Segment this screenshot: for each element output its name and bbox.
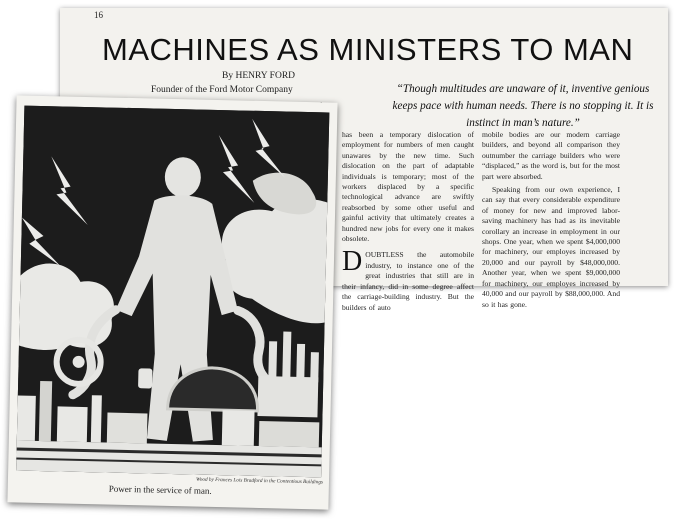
headline: MACHINES AS MINISTERS TO MAN bbox=[102, 32, 634, 67]
woodcut-artwork bbox=[16, 106, 329, 478]
byline-title: Founder of the Ford Motor Company bbox=[151, 85, 293, 95]
column-text: OUBTLESS the automobile industry, to instance one of the great industries that still are in their infancy, did in some degree affect the carriage-building industry. But the builders of auto bbox=[342, 250, 474, 312]
drop-cap: D bbox=[342, 246, 363, 278]
article-column-3 bbox=[342, 130, 474, 312]
page-number: 16 bbox=[94, 10, 103, 20]
byline: By HENRY FORD bbox=[222, 71, 296, 81]
illustration-page bbox=[7, 95, 337, 509]
column-text: has been a temporary dislocation of employment for numbers of men caught unawares by the new time. Such dislocation on the part of adaptable individuals is temporary; most of the workers displaced by a specific technological advance are swiftly reabsorbed by some other useful and gainful activity that ultimately creates a hundred new jobs for every one it makes obsolete. bbox=[342, 130, 474, 244]
illustration-credit: Wood by Frances Lois Bradford in the Contentious Buildings bbox=[195, 476, 324, 486]
illustration-caption: Power in the service of man. bbox=[108, 483, 212, 496]
column-text: mobile bodies are our modern carriage builders, and beyond all comparison they outnumber the carriage builders who were “displaced,” as the word is, but for the most part were absorbed. bbox=[482, 130, 620, 181]
woodcut-illustration bbox=[16, 106, 329, 478]
article-column-4 bbox=[482, 130, 620, 309]
pull-quote: “Though multitudes are unaware of it, inventive genious keeps pace with human needs. There is no stopping it. It is instinct in man’s nature.” bbox=[392, 83, 654, 129]
column-text: Speaking from our own experience, I can say that every considerable expenditure of money for new and improved labor-saving machinery has had as its inevitable corollary an increase in employment in our shops. One year, when we spent $4,000,000 for machinery, our employes increased by 20,000 and our payroll by $48,000,000. Another year, when we spent $9,000,000 for machinery, our employes increased by 40,000 and our payroll by $88,000,000. And so it has gone. bbox=[482, 185, 620, 309]
